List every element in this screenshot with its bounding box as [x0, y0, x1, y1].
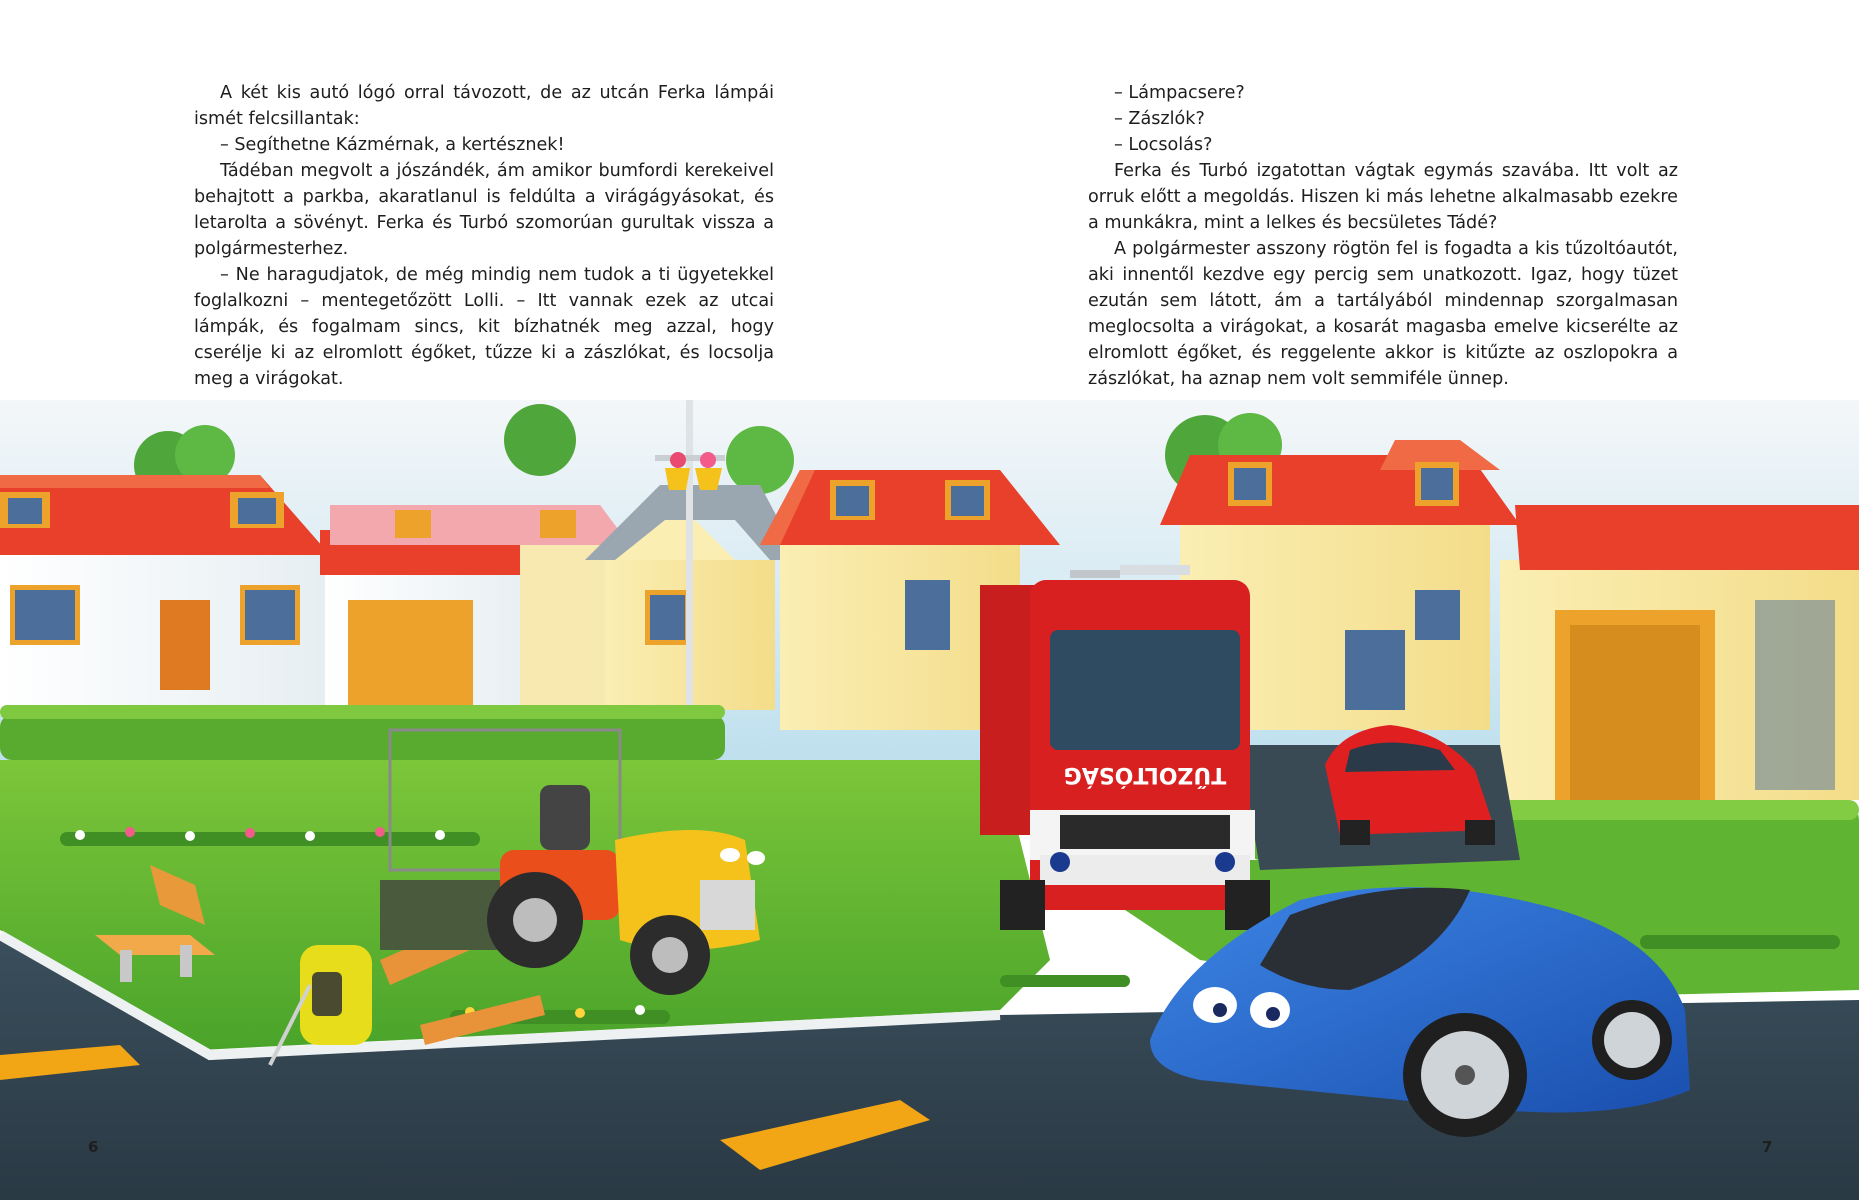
- paragraph: Tádéban megvolt a jószándék, ám amikor bumfordi kerekeivel behajtott a parkba, akaratlanul is feldúlta a virágágyásokat, és letarolta a sövényt. Ferka és Turbó szomorúan gurultak vissza a polgármesterhez.: [194, 161, 774, 259]
- paragraph: A két kis autó lógó orral távozott, de az utcán Ferka lámpái ismét felcsillantak:: [194, 83, 774, 129]
- right-garage: [1500, 505, 1859, 800]
- left-house: [0, 475, 330, 715]
- fire-truck-label: TŰZOLTÓSÁG: [1063, 762, 1227, 787]
- dialogue-line: – Lámpacsere?: [1114, 83, 1245, 103]
- dialogue-line: – Ne haragudjatok, de még mindig nem tudok a ti ügyetekkel foglalkozni – mentegetőzött Lolli. – Itt vannak ezek az utcai lámpák, és fogalmam sincs, kit bízhatnék meg azzal, hogy cserélje ki az elromlott égőket, tűzze ki a zászlókat, és locsolja meg a virágokat.: [194, 265, 774, 389]
- dialogue-line: – Locsolás?: [1114, 135, 1213, 155]
- left-page-text: [194, 80, 774, 392]
- page-number-left: 6: [88, 1138, 99, 1156]
- left-garage: [320, 530, 545, 710]
- paragraph: A polgármester asszony rögtön fel is fogadta a kis tűzoltóautót, aki innentől kezdve egy percig sem unatkozott. Igaz, hogy tüzet ezután sem látott, ám a tartályából mindennap szorgalmasan meglocsolta a virágokat, a kosarát magasba emelve kicserélte az elromlott égőket, és reggelente akkor is kitűzte az oszlopokra a zászlókat, ha aznap nem volt semmiféle ünnep.: [1088, 239, 1678, 389]
- dialogue-line: – Zászlók?: [1114, 109, 1205, 129]
- right-page-text: [1088, 80, 1678, 392]
- town-park-illustration: [0, 400, 1859, 1200]
- page-number-right: 7: [1762, 1138, 1773, 1156]
- dialogue-line: – Segíthetne Kázmérnak, a kertésznek!: [220, 135, 565, 155]
- paragraph: Ferka és Turbó izgatottan vágtak egymás szavába. Itt volt az orruk előtt a megoldás. Hiszen ki más lehetne alkalmasabb ezekre a munkákra, mint a lelkes és becsületes Tádé?: [1088, 161, 1678, 233]
